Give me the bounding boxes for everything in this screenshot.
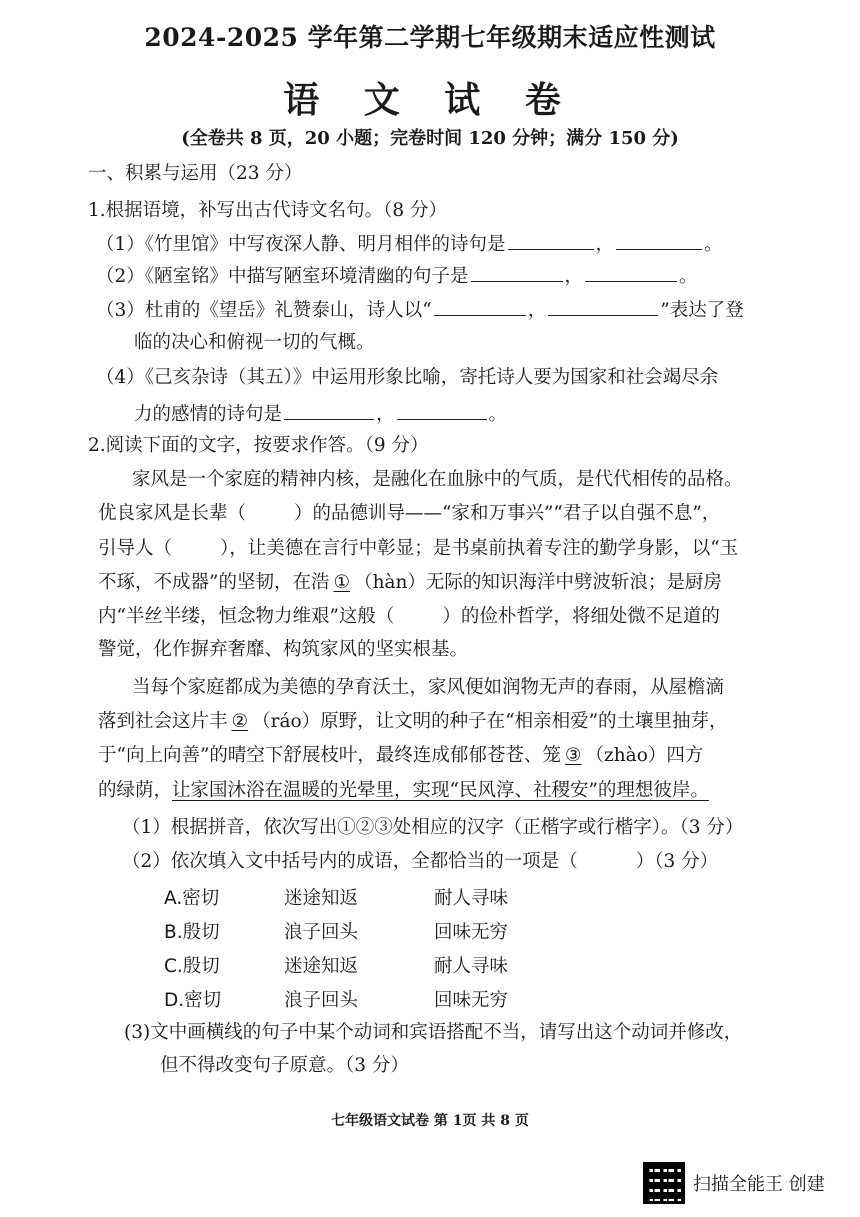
option-a-col3: 耐人寻味	[434, 888, 509, 909]
answer-blank[interactable]	[284, 401, 374, 420]
answer-blank[interactable]	[616, 231, 702, 250]
blank-marker-2: ②	[231, 711, 249, 732]
section-heading: 一、积累与运用（23 分）	[88, 163, 303, 184]
option-d-col3: 回味无穷	[434, 990, 509, 1011]
underlined-sentence: 让家国沐浴在温暖的光晕里，实现“民风淳、社稷安”的理想彼岸。	[172, 780, 709, 801]
question-2-stem: 2.阅读下面的文字，按要求作答。（9 分）	[88, 435, 429, 456]
exam-title: 2024-2025 学年第二学期七年级期末适应性测试	[144, 23, 716, 52]
q1-item-3-cont: 临的决心和俯视一切的气概。	[134, 332, 375, 353]
q2-sub-2: （2）依次填入文中括号内的成语，全都恰当的一项是（ ）（3 分）	[122, 851, 719, 872]
answer-blank[interactable]	[434, 297, 526, 316]
q2-sub-3: (3)文中画横线的句子中某个动词和宾语搭配不当，请写出这个动词并修改，	[124, 1022, 743, 1043]
scanner-watermark	[643, 1162, 825, 1204]
q2-sub-1: （1）根据拼音，依次写出①②③处相应的汉字（正楷字或行楷字）。（3 分）	[122, 817, 744, 838]
q1-item-4-cont: 力的感情的诗句是 ， 。	[134, 401, 507, 427]
q1-item-1: （1）《竹里馆》中写夜深人静、明月相伴的诗句是 ， 。	[96, 231, 723, 257]
blank-marker-3: ③	[564, 745, 582, 766]
option-c[interactable]: C.殷切	[164, 956, 220, 977]
q1-item-3: （3）杜甫的《望岳》礼赞泰山，诗人以“ ， ”表达了登	[96, 297, 744, 323]
q1-item-2: （2）《陋室铭》中描写陋室环境清幽的句子是 ， 。	[96, 263, 698, 289]
passage-line: 落到社会这片丰 ② （ráo）原野，让文明的种子在“相亲相爱”的土壤里抽芽，	[98, 711, 728, 732]
answer-blank[interactable]	[397, 401, 487, 420]
passage-line: 优良家风是长辈（ ）的品德训导——“家和万事兴”“君子以自强不息”，	[98, 503, 721, 524]
option-d-col2: 浪子回头	[284, 990, 359, 1011]
q1-item-1-text: （1）《竹里馆》中写夜深人静、明月相伴的诗句是	[96, 234, 506, 255]
passage-line: 家风是一个家庭的精神内核，是融化在血脉中的气质，是代代相传的品格。	[132, 469, 743, 490]
passage-line: 引导人（ ），让美德在言行中彰显；是书桌前执着专注的勤学身影，以“玉	[98, 538, 739, 559]
answer-blank[interactable]	[471, 263, 563, 282]
page-footer: 七年级语文试卷 第 1页 共 8 页	[331, 1113, 529, 1129]
option-b-col3: 回味无穷	[434, 922, 509, 943]
option-a[interactable]: A.密切	[164, 888, 220, 909]
passage-line: 内“半丝半缕，恒念物力维艰”这般（ ）的俭朴哲学，将细处微不足道的	[98, 606, 720, 627]
qr-code-icon	[643, 1162, 685, 1204]
passage-line: 于“向上向善”的晴空下舒展枝叶，最终连成郁郁苍苍、笼 ③ （zhào）四方	[98, 745, 704, 766]
q1-item-2-text: （2）《陋室铭》中描写陋室环境清幽的句子是	[96, 266, 469, 287]
option-d[interactable]: D.密切	[164, 990, 222, 1011]
option-b[interactable]: B.殷切	[164, 922, 220, 943]
option-c-col3: 耐人寻味	[434, 956, 509, 977]
watermark-text: 扫描全能王 创建	[693, 1174, 825, 1195]
question-1-stem: 1.根据语境，补写出古代诗文名句。（8 分）	[88, 200, 448, 221]
passage-line: 当每个家庭都成为美德的孕育沃土，家风便如润物无声的春雨，从屋檐滴	[132, 677, 725, 698]
passage-line: 警觉，化作摒弃奢靡、构筑家风的坚实根基。	[98, 639, 469, 660]
answer-blank[interactable]	[508, 231, 594, 250]
answer-blank[interactable]	[548, 297, 658, 316]
option-b-col2: 浪子回头	[284, 922, 359, 943]
passage-line: 不琢，不成器”的坚韧，在浩 ① （hàn）无际的知识海洋中劈波斩浪；是厨房	[98, 572, 722, 593]
option-c-col2: 迷途知返	[284, 956, 359, 977]
option-a-col2: 迷途知返	[284, 888, 359, 909]
answer-blank[interactable]	[585, 263, 677, 282]
q2-sub-3-cont: 但不得改变句子原意。（3 分）	[160, 1055, 409, 1076]
subject-title: 语 文 试 卷	[283, 79, 577, 121]
q1-item-4: （4）《己亥杂诗（其五）》中运用形象比喻，寄托诗人要为国家和社会竭尽余	[96, 367, 719, 388]
exam-info: (全卷共 8 页，20 小题；完卷时间 120 分钟；满分 150 分)	[181, 128, 679, 149]
passage-line: 的绿荫，让家国沐浴在温暖的光晕里，实现“民风淳、社稷安”的理想彼岸。	[98, 780, 709, 801]
blank-marker-1: ①	[333, 572, 351, 593]
